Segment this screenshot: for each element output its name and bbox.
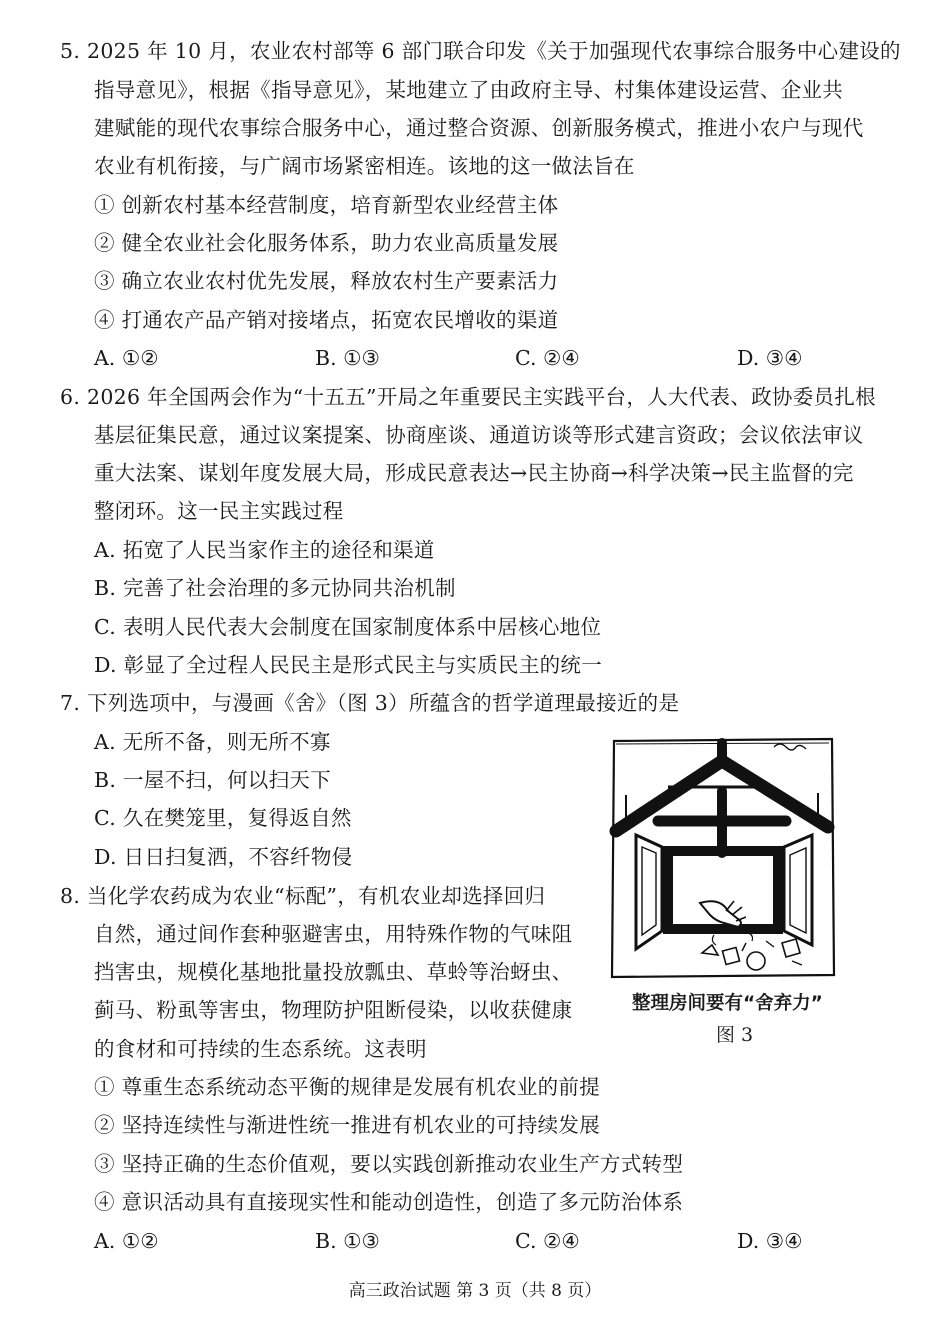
- q8-stem-line-1: 8. 当化学农药成为农业“标配”，有机农业却选择回归: [60, 884, 546, 908]
- q6-option-d: D. 彰显了全过程人民民主是形式民主与实质民主的统一: [94, 653, 603, 677]
- q6-stem-line-1: 6. 2026 年全国两会作为“十五五”开局之年重要民主实践平台，人大代表、政协委员扎根: [60, 385, 876, 409]
- q7-option-a: A. 无所不备，则无所不寡: [94, 730, 331, 754]
- q6-stem-line-3: 重大法案、谋划年度发展大局，形成民意表达→民主协商→科学决策→民主监督的完: [94, 461, 854, 485]
- q7-option-c: C. 久在樊笼里，复得返自然: [94, 806, 352, 830]
- q8-choice-c: C. ②④: [515, 1229, 580, 1253]
- q8-item-1: ① 尊重生态系统动态平衡的规律是发展有机农业的前提: [94, 1075, 601, 1099]
- q5-stem-line-2: 指导意见》，根据《指导意见》，某地建立了由政府主导、村集体建设运营、企业共: [94, 78, 844, 102]
- figure-label: 图 3: [716, 1024, 754, 1046]
- figure-caption: 整理房间要有“舍弃力”: [632, 993, 823, 1014]
- q8-stem-line-5: 的食材和可持续的生态系统。这表明: [94, 1037, 427, 1061]
- q8-choice-d: D. ③④: [737, 1229, 803, 1253]
- q5-stem-line-1: 5. 2025 年 10 月，农业农村部等 6 部门联合印发《关于加强现代农事综合服务中心建设的: [60, 39, 901, 63]
- q5-item-1: ① 创新农村基本经营制度，培育新型农业经营主体: [94, 193, 559, 217]
- q8-stem-line-4: 蓟马、粉虱等害虫，物理防护阻断侵染，以收获健康: [94, 998, 573, 1022]
- q6-stem-line-2: 基层征集民意，通过议案提案、协商座谈、通道访谈等形式建言资政；会议依法审议: [94, 423, 864, 447]
- q5-item-3: ③ 确立农业农村优先发展，释放农村生产要素活力: [94, 269, 559, 293]
- q5-stem-line-4: 农业有机衔接，与广阔市场紧密相连。该地的这一做法旨在: [94, 154, 635, 178]
- q6-stem-line-4: 整闭环。这一民主实践过程: [94, 499, 344, 523]
- q5-choice-c: C. ②④: [515, 346, 580, 370]
- q8-stem-line-2: 自然，通过间作套种驱避害虫，用特殊作物的气味阻: [94, 922, 573, 946]
- q5-stem-line-3: 建赋能的现代农事综合服务中心，通过整合资源、创新服务模式，推进小农户与现代: [94, 116, 864, 140]
- cartoon-drawing: [606, 735, 838, 980]
- page-footer: 高三政治试题 第 3 页（共 8 页）: [348, 1281, 602, 1301]
- q6-option-b: B. 完善了社会治理的多元协同共治机制: [94, 576, 456, 600]
- q7-stem: 7. 下列选项中，与漫画《舍》（图 3）所蕴含的哲学道理最接近的是: [60, 691, 680, 715]
- q6-option-a: A. 拓宽了人民当家作主的途径和渠道: [94, 538, 435, 562]
- q8-stem-line-3: 挡害虫，规模化基地批量投放瓢虫、草蛉等治蚜虫、: [94, 960, 573, 984]
- q7-option-d: D. 日日扫复洒，不容纤物侵: [94, 845, 353, 869]
- q8-item-4: ④ 意识活动具有直接现实性和能动创造性，创造了多元防治体系: [94, 1190, 684, 1214]
- q8-item-3: ③ 坚持正确的生态价值观，要以实践创新推动农业生产方式转型: [94, 1152, 684, 1176]
- q8-item-2: ② 坚持连续性与渐进性统一推进有机农业的可持续发展: [94, 1113, 601, 1137]
- q8-choice-b: B. ①③: [315, 1229, 380, 1253]
- q5-item-2: ② 健全农业社会化服务体系，助力农业高质量发展: [94, 231, 559, 255]
- q5-choice-b: B. ①③: [315, 346, 380, 370]
- q8-choice-a: A. ①②: [94, 1229, 159, 1253]
- q5-item-4: ④ 打通农产品产销对接堵点，拓宽农民增收的渠道: [94, 308, 559, 332]
- q5-choice-d: D. ③④: [737, 346, 803, 370]
- q5-choice-a: A. ①②: [94, 346, 159, 370]
- cartoon-figure: [606, 735, 838, 980]
- q7-option-b: B. 一屋不扫，何以扫天下: [94, 768, 331, 792]
- q6-option-c: C. 表明人民代表大会制度在国家制度体系中居核心地位: [94, 615, 602, 639]
